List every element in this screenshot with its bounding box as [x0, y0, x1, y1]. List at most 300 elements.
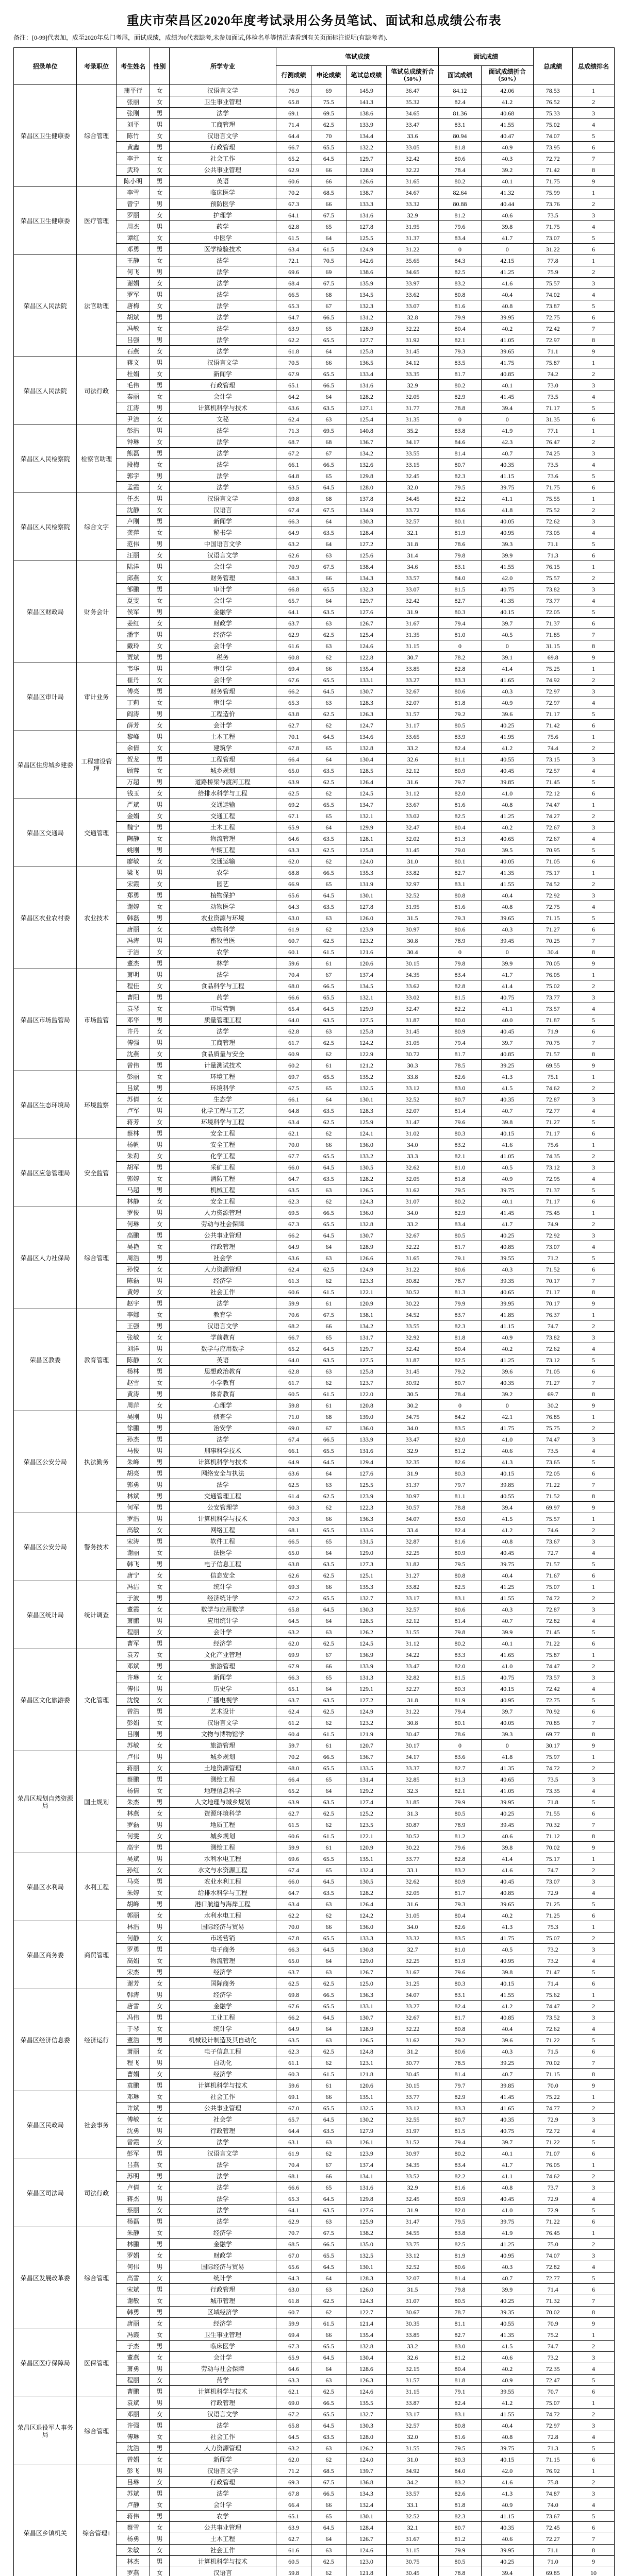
interview-score-cell: 80.7 [438, 459, 481, 470]
candidate-name-cell: 杨勇 [116, 2533, 150, 2545]
rank-cell: 4 [573, 391, 615, 402]
interview-converted-cell: 41.15 [481, 470, 533, 482]
gender-cell: 男 [150, 1513, 169, 1524]
major-cell: 护理学 [169, 210, 276, 221]
rank-cell: 3 [573, 890, 615, 901]
xingce-score-cell: 69.1 [276, 2091, 311, 2103]
interview-score-cell: 80.2 [438, 2148, 481, 2159]
major-cell: 法学 [169, 459, 276, 470]
interview-score-cell: 81.2 [438, 2352, 481, 2363]
total-score-cell: 75.57 [533, 572, 572, 584]
written-total-cell: 128.0 [346, 482, 387, 493]
written-converted-cell: 32.0 [387, 2431, 439, 2443]
gender-cell: 男 [150, 221, 169, 232]
gender-cell: 女 [150, 1649, 169, 1660]
rank-cell: 6 [573, 1910, 615, 1921]
major-cell: 化学工程 [169, 1150, 276, 1162]
shenlun-score-cell: 66.5 [311, 2239, 346, 2250]
position-cell: 水利工程 [77, 1853, 116, 1921]
table-row [14, 255, 615, 266]
candidate-name-cell: 高宇 [116, 1842, 150, 1853]
candidate-name-cell: 许丹 [116, 1026, 150, 1037]
xingce-score-cell: 68.5 [276, 2239, 311, 2250]
total-score-cell: 70.95 [533, 844, 572, 856]
written-total-cell: 127.9 [346, 2125, 387, 2137]
written-converted-cell: 31.67 [387, 2533, 439, 2545]
interview-converted-cell: 40.65 [481, 1774, 533, 1785]
written-total-cell: 123.1 [346, 2057, 387, 2069]
gender-cell: 女 [150, 1865, 169, 1876]
gender-cell: 女 [150, 550, 169, 561]
interview-score-cell: 79.7 [438, 776, 481, 788]
rank-cell: 3 [573, 1332, 615, 1343]
candidate-name-cell: 吕强 [116, 334, 150, 346]
interview-converted-cell: 41.15 [481, 1320, 533, 1332]
written-total-cell: 128.1 [346, 833, 387, 844]
major-cell: 统计学 [169, 2273, 276, 2284]
candidate-name-cell: 程丽 [116, 1626, 150, 1638]
gender-cell: 男 [150, 2556, 169, 2567]
written-converted-cell: 32.02 [387, 833, 439, 844]
total-score-cell: 75.57 [533, 278, 572, 289]
interview-converted-cell: 0 [481, 244, 533, 255]
major-cell: 给排水科学与工程 [169, 1887, 276, 1899]
written-converted-cell: 32.57 [387, 1604, 439, 1615]
interview-score-cell: 82.7 [438, 595, 481, 606]
shenlun-score-cell: 65 [311, 878, 346, 890]
rank-cell: 6 [573, 1026, 615, 1037]
xingce-score-cell: 59.6 [276, 2080, 311, 2091]
major-cell: 旅游管理 [169, 1660, 276, 1672]
major-cell: 安全工程 [169, 1139, 276, 1150]
major-cell: 计算机科学与技术 [169, 1513, 276, 1524]
major-cell: 药学 [169, 221, 276, 232]
shenlun-score-cell: 63 [311, 1184, 346, 1196]
written-converted-cell: 33.47 [387, 1660, 439, 1672]
rank-cell: 6 [573, 2454, 615, 2465]
rank-cell: 5 [573, 232, 615, 244]
shenlun-score-cell: 65.5 [311, 2341, 346, 2352]
interview-converted-cell: 41.25 [481, 1354, 533, 1366]
xingce-score-cell: 64.6 [276, 2363, 311, 2375]
rank-cell: 2 [573, 2409, 615, 2420]
gender-cell: 女 [150, 1933, 169, 1944]
written-total-cell: 130.3 [346, 2420, 387, 2431]
rank-cell: 4 [573, 697, 615, 708]
interview-score-cell: 83.4 [438, 232, 481, 244]
major-cell: 会计学 [169, 561, 276, 572]
position-cell: 医疗管理 [77, 187, 116, 255]
written-converted-cell: 33.2 [387, 1218, 439, 1230]
unit-cell: 荣昌区应急管理局 [14, 1139, 77, 1207]
written-converted-cell: 32.92 [387, 1332, 439, 1343]
gender-cell: 男 [150, 606, 169, 618]
interview-converted-cell: 40.3 [481, 153, 533, 164]
major-cell: 行政管理 [169, 2477, 276, 2488]
candidate-name-cell: 韩飞 [116, 1558, 150, 1570]
gender-cell: 男 [150, 561, 169, 572]
shenlun-score-cell: 65.5 [311, 1445, 346, 1456]
xingce-score-cell: 65.2 [276, 1343, 311, 1354]
written-converted-cell: 33.07 [387, 584, 439, 595]
rank-cell: 3 [573, 686, 615, 697]
written-converted-cell: 32.9 [387, 2182, 439, 2193]
candidate-name-cell: 阎涛 [116, 708, 150, 720]
shenlun-score-cell: 67 [311, 448, 346, 459]
written-total-cell: 120.9 [346, 1842, 387, 1853]
candidate-name-cell: 任杰 [116, 493, 150, 504]
written-converted-cell: 30.15 [387, 958, 439, 969]
written-converted-cell: 32.45 [387, 2193, 439, 2205]
gender-cell: 男 [150, 142, 169, 153]
gender-cell: 男 [150, 425, 169, 436]
total-score-cell: 74.47 [533, 799, 572, 810]
xingce-score-cell: 67.9 [276, 368, 311, 380]
interview-score-cell: 81.1 [438, 754, 481, 765]
candidate-name-cell: 孙红 [116, 1865, 150, 1876]
total-score-cell: 75.22 [533, 2091, 572, 2103]
written-converted-cell: 31.52 [387, 2137, 439, 2148]
written-total-cell: 124.3 [346, 1196, 387, 1207]
unit-cell: 荣昌区人民检察院 [14, 425, 77, 493]
written-total-cell: 139.0 [346, 1411, 387, 1422]
written-total-cell: 122.0 [346, 1388, 387, 1400]
written-total-cell: 128.5 [346, 765, 387, 776]
table-row [14, 1921, 615, 1933]
xingce-score-cell: 63.4 [276, 1899, 311, 1910]
major-cell: 林学 [169, 958, 276, 969]
gender-cell: 男 [150, 1774, 169, 1785]
gender-cell: 女 [150, 1910, 169, 1921]
interview-score-cell: 82.3 [438, 470, 481, 482]
gender-cell: 男 [150, 1037, 169, 1048]
total-score-cell: 69.55 [533, 1060, 572, 1071]
xingce-score-cell: 68.3 [276, 572, 311, 584]
total-score-cell: 71.27 [533, 1116, 572, 1128]
rank-cell: 4 [573, 1547, 615, 1558]
xingce-score-cell: 65.7 [276, 595, 311, 606]
gender-cell: 男 [150, 470, 169, 482]
gender-cell: 男 [150, 1207, 169, 1218]
gender-cell: 男 [150, 2148, 169, 2159]
written-total-cell: 129.8 [346, 470, 387, 482]
major-cell: 人力资源管理 [169, 2443, 276, 2454]
written-total-cell: 133.4 [346, 368, 387, 380]
written-converted-cell: 31.4 [387, 550, 439, 561]
gender-cell: 男 [150, 1638, 169, 1649]
candidate-name-cell: 何静 [116, 1933, 150, 1944]
total-score-cell: 74.92 [533, 674, 572, 686]
written-total-cell: 131.3 [346, 1672, 387, 1683]
written-total-cell: 125.8 [346, 1026, 387, 1037]
interview-converted-cell: 41.4 [481, 980, 533, 992]
candidate-name-cell: 林鹏 [116, 2239, 150, 2250]
rank-cell: 4 [573, 1955, 615, 1967]
shenlun-score-cell: 64 [311, 1683, 346, 1694]
total-score-cell: 70.17 [533, 1275, 572, 1286]
interview-score-cell: 81.4 [438, 2069, 481, 2080]
written-converted-cell: 33.8 [387, 1071, 439, 1082]
written-converted-cell: 30.35 [387, 2318, 439, 2329]
major-cell: 卫生事业管理 [169, 96, 276, 108]
header-position: 考录职位 [77, 48, 116, 85]
total-score-cell: 74.07 [533, 2250, 572, 2261]
interview-converted-cell: 41.2 [481, 1524, 533, 1536]
total-score-cell: 74.9 [533, 1218, 572, 1230]
gender-cell: 女 [150, 1672, 169, 1683]
gender-cell: 女 [150, 788, 169, 799]
interview-converted-cell: 39.6 [481, 1366, 533, 1377]
xingce-score-cell: 63.3 [276, 2375, 311, 2386]
gender-cell: 男 [150, 1366, 169, 1377]
gender-cell: 男 [150, 867, 169, 878]
shenlun-score-cell: 62 [311, 2307, 346, 2318]
interview-converted-cell: 41.35 [481, 867, 533, 878]
total-score-cell: 75.07 [533, 1581, 572, 1592]
major-cell: 土木工程 [169, 731, 276, 742]
interview-converted-cell: 40.8 [481, 300, 533, 312]
xingce-score-cell: 62.3 [276, 2046, 311, 2057]
interview-score-cell: 83.4 [438, 969, 481, 980]
candidate-name-cell: 薛芳 [116, 720, 150, 731]
xingce-score-cell: 64.3 [276, 901, 311, 912]
interview-converted-cell: 41.55 [481, 119, 533, 130]
interview-converted-cell: 41.75 [481, 357, 533, 368]
gender-cell: 男 [150, 2443, 169, 2454]
total-score-cell: 73.05 [533, 527, 572, 538]
rank-cell: 2 [573, 878, 615, 890]
written-converted-cell: 32.25 [387, 1955, 439, 1967]
total-score-cell: 76.15 [533, 561, 572, 572]
interview-score-cell: 80.9 [438, 2193, 481, 2205]
major-cell: 法学 [169, 266, 276, 278]
total-score-cell: 77.1 [533, 425, 572, 436]
interview-score-cell: 78.6 [438, 538, 481, 550]
xingce-score-cell: 62.2 [276, 334, 311, 346]
written-total-cell: 121.4 [346, 2318, 387, 2329]
total-score-cell: 72.42 [533, 323, 572, 334]
written-total-cell: 133.9 [346, 1434, 387, 1445]
gender-cell: 男 [150, 176, 169, 187]
rank-cell: 1 [573, 867, 615, 878]
written-total-cell: 129.0 [346, 1547, 387, 1558]
written-total-cell: 120.7 [346, 1740, 387, 1751]
candidate-name-cell: 毛伟 [116, 380, 150, 391]
table-row [14, 1649, 615, 1660]
major-cell: 医学检验技术 [169, 244, 276, 255]
written-total-cell: 125.9 [346, 2216, 387, 2227]
total-score-cell: 73.57 [533, 1003, 572, 1014]
written-converted-cell: 31.37 [387, 232, 439, 244]
candidate-name-cell: 董杰 [116, 958, 150, 969]
major-cell: 区域经济学 [169, 2307, 276, 2318]
written-total-cell: 128.9 [346, 2023, 387, 2035]
interview-score-cell: 82.6 [438, 1071, 481, 1082]
rank-cell: 5 [573, 402, 615, 414]
major-cell: 安全工程 [169, 1128, 276, 1139]
interview-converted-cell: 42.1 [481, 1411, 533, 1422]
written-total-cell: 124.2 [346, 1037, 387, 1048]
shenlun-score-cell: 65 [311, 323, 346, 334]
candidate-name-cell: 卢军 [116, 1105, 150, 1116]
written-converted-cell: 32.22 [387, 323, 439, 334]
gender-cell: 女 [150, 2352, 169, 2363]
rank-cell: 6 [573, 924, 615, 935]
written-converted-cell: 32.05 [387, 1173, 439, 1184]
candidate-name-cell: 郭勇 [116, 1479, 150, 1490]
gender-cell: 男 [150, 1060, 169, 1071]
interview-converted-cell: 40.5 [481, 1944, 533, 1955]
interview-converted-cell: 40.95 [481, 1694, 533, 1706]
major-cell: 会计学 [169, 2352, 276, 2363]
interview-score-cell: 83.0 [438, 2341, 481, 2352]
xingce-score-cell: 67.5 [276, 1082, 311, 1094]
shenlun-score-cell: 67.5 [311, 210, 346, 221]
gender-cell: 女 [150, 1808, 169, 1819]
gender-cell: 女 [150, 878, 169, 890]
rank-cell: 6 [573, 1638, 615, 1649]
xingce-score-cell: 64.8 [276, 1105, 311, 1116]
interview-converted-cell: 41.1 [481, 493, 533, 504]
rank-cell: 5 [573, 1116, 615, 1128]
gender-cell: 女 [150, 1762, 169, 1774]
total-score-cell: 72.97 [533, 2420, 572, 2431]
written-converted-cell: 33.72 [387, 504, 439, 516]
candidate-name-cell: 吕琳 [116, 2477, 150, 2488]
major-cell: 金融学 [169, 2239, 276, 2250]
total-score-cell: 71.22 [533, 2035, 572, 2046]
rank-cell: 7 [573, 629, 615, 640]
total-score-cell: 72.92 [533, 890, 572, 901]
total-score-cell: 75.3 [533, 1921, 572, 1933]
written-total-cell: 125.2 [346, 1808, 387, 1819]
shenlun-score-cell: 62.5 [311, 1808, 346, 1819]
total-score-cell: 74.27 [533, 810, 572, 822]
shenlun-score-cell: 64 [311, 595, 346, 606]
written-total-cell: 130.1 [346, 2261, 387, 2273]
rank-cell: 1 [573, 1513, 615, 1524]
total-score-cell: 74.87 [533, 2488, 572, 2499]
candidate-name-cell: 袁琴 [116, 1003, 150, 1014]
major-cell: 法学 [169, 1434, 276, 1445]
interview-converted-cell: 40.8 [481, 799, 533, 810]
interview-converted-cell: 41.65 [481, 2103, 533, 2114]
unit-cell: 荣昌区规划自然资源局 [14, 1751, 77, 1853]
rank-cell: 5 [573, 2205, 615, 2216]
gender-cell: 男 [150, 2284, 169, 2295]
written-converted-cell: 32.82 [387, 1672, 439, 1683]
rank-cell: 4 [573, 1887, 615, 1899]
written-converted-cell: 30.8 [387, 935, 439, 946]
rank-cell: 1 [573, 1649, 615, 1660]
total-score-cell: 75.9 [533, 266, 572, 278]
total-score-cell: 72.97 [533, 697, 572, 708]
total-score-cell: 74.7 [533, 1865, 572, 1876]
rank-cell: 9 [573, 1060, 615, 1071]
rank-cell: 6 [573, 2046, 615, 2057]
rank-cell: 2 [573, 2001, 615, 2012]
written-converted-cell: 31.65 [387, 176, 439, 187]
shenlun-score-cell: 63.5 [311, 1105, 346, 1116]
rank-cell: 10 [573, 2567, 615, 2576]
interview-score-cell: 82.1 [438, 334, 481, 346]
interview-score-cell: 83.3 [438, 674, 481, 686]
interview-score-cell: 81.4 [438, 2273, 481, 2284]
gender-cell: 男 [150, 2488, 169, 2499]
total-score-cell: 73.07 [533, 1241, 572, 1252]
candidate-name-cell: 孙杰 [116, 1434, 150, 1445]
interview-converted-cell: 41.6 [481, 278, 533, 289]
major-cell: 新闻学 [169, 1672, 276, 1683]
candidate-name-cell: 宋杰 [116, 1967, 150, 1978]
shenlun-score-cell: 63 [311, 2375, 346, 2386]
written-converted-cell: 32.55 [387, 2114, 439, 2125]
xingce-score-cell: 63.9 [276, 2522, 311, 2533]
gender-cell: 男 [150, 1490, 169, 1502]
interview-converted-cell: 39.65 [481, 346, 533, 357]
total-score-cell: 72.9 [533, 2193, 572, 2205]
total-score-cell: 73.95 [533, 142, 572, 153]
interview-score-cell: 78.8 [438, 1502, 481, 1513]
gender-cell: 男 [150, 334, 169, 346]
major-cell: 财政学 [169, 2250, 276, 2261]
interview-converted-cell: 42.15 [481, 255, 533, 266]
written-total-cell: 133.3 [346, 198, 387, 210]
rank-cell: 3 [573, 1536, 615, 1547]
interview-score-cell: 80.7 [438, 2114, 481, 2125]
total-score-cell: 30.2 [533, 1400, 572, 1411]
xingce-score-cell: 63.6 [276, 1252, 311, 1264]
written-total-cell: 130.8 [346, 1944, 387, 1955]
total-score-cell: 73.57 [533, 1672, 572, 1683]
interview-score-cell: 79.7 [438, 1479, 481, 1490]
rank-cell: 3 [573, 822, 615, 833]
shenlun-score-cell: 64.5 [311, 686, 346, 697]
written-converted-cell: 32.47 [387, 1003, 439, 1014]
interview-converted-cell: 41.0 [481, 788, 533, 799]
candidate-name-cell: 韩勇 [116, 2307, 150, 2318]
interview-score-cell: 81.5 [438, 992, 481, 1003]
interview-converted-cell: 41.5 [481, 2341, 533, 2352]
gender-cell: 女 [150, 2522, 169, 2533]
rank-cell: 3 [573, 1672, 615, 1683]
gender-cell: 女 [150, 2023, 169, 2035]
written-total-cell: 125.0 [346, 1978, 387, 1989]
rank-cell: 2 [573, 1150, 615, 1162]
major-cell: 新闻学 [169, 516, 276, 527]
xingce-score-cell: 60.5 [276, 1388, 311, 1400]
interview-score-cell: 79.4 [438, 2137, 481, 2148]
shenlun-score-cell: 64.5 [311, 482, 346, 493]
written-total-cell: 132.7 [346, 1592, 387, 1604]
written-converted-cell: 30.22 [387, 1298, 439, 1309]
candidate-name-cell: 郭丽 [116, 1910, 150, 1921]
rank-cell: 9 [573, 2318, 615, 2329]
interview-converted-cell: 41.32 [481, 187, 533, 198]
written-total-cell: 136.0 [346, 1422, 387, 1434]
written-total-cell: 121.8 [346, 2069, 387, 2080]
written-converted-cell: 32.1 [387, 2522, 439, 2533]
gender-cell: 男 [150, 1422, 169, 1434]
interview-converted-cell: 41.25 [481, 1581, 533, 1592]
shenlun-score-cell: 65.5 [311, 1592, 346, 1604]
rank-cell: 5 [573, 2511, 615, 2522]
xingce-score-cell: 68.2 [276, 1320, 311, 1332]
position-cell: 综合管理 [77, 2397, 116, 2465]
major-cell: 数学与应用数学 [169, 1604, 276, 1615]
header-total: 总成绩 [533, 48, 572, 85]
rank-cell: 9 [573, 176, 615, 187]
